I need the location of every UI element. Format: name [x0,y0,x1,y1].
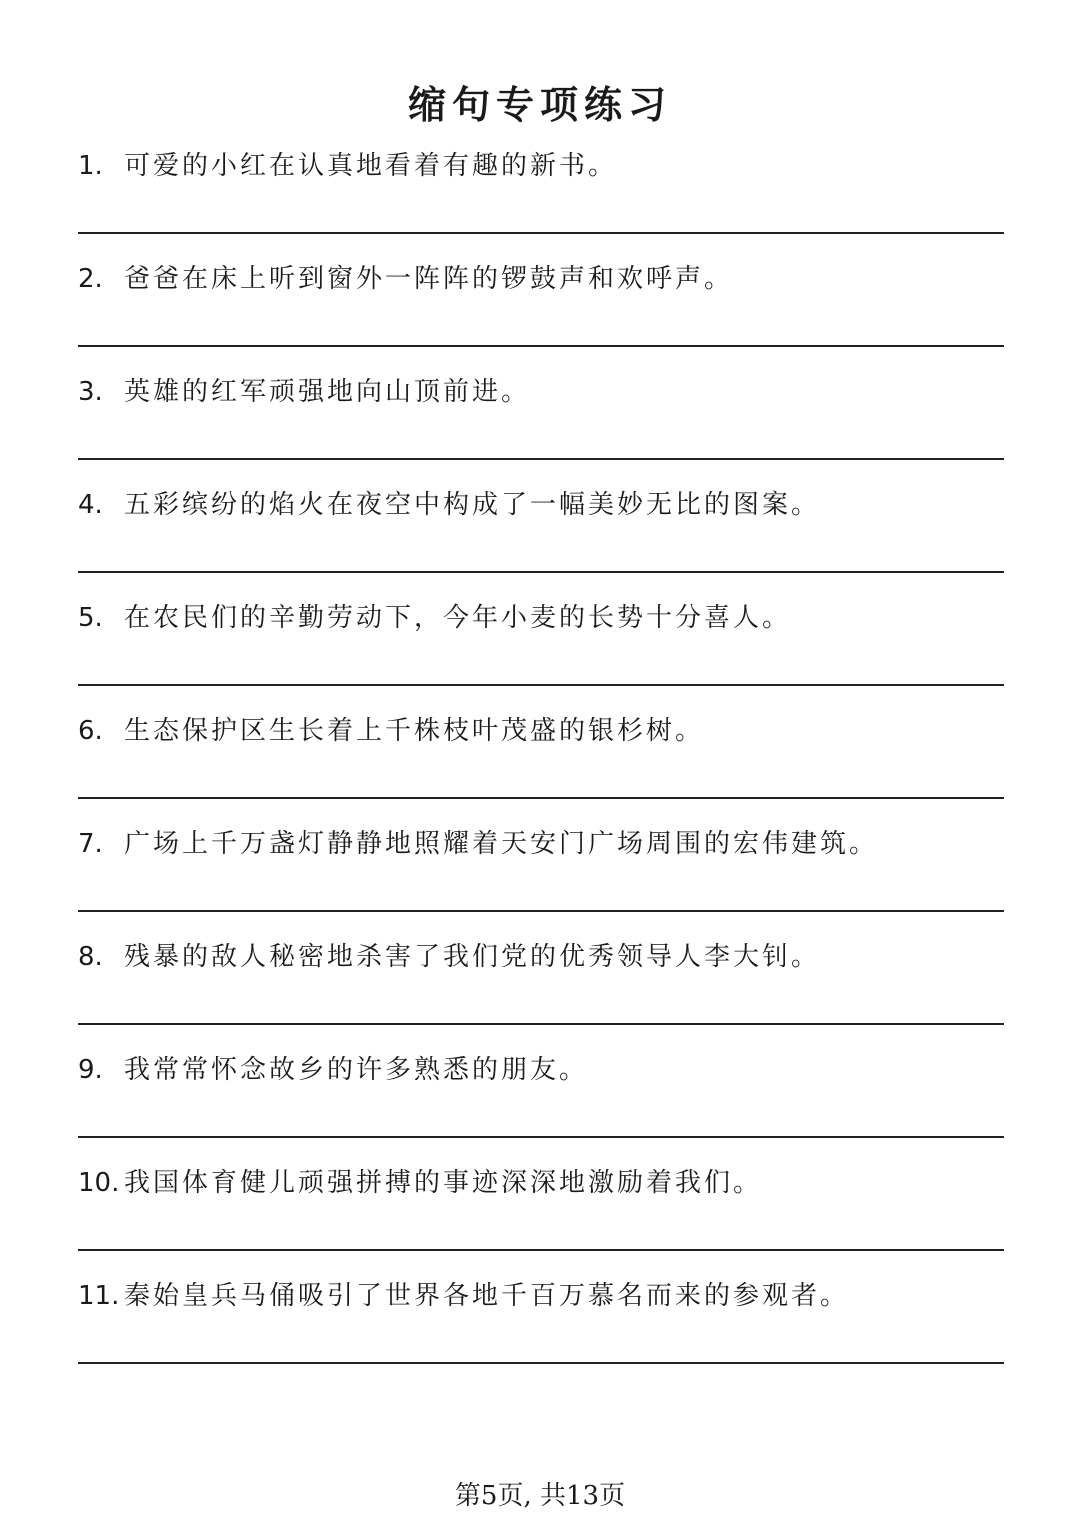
exercise-sentence [78,937,820,977]
exercise-item-11 [78,1276,1004,1389]
exercise-number: 2. [78,264,103,294]
exercise-number: 7. [78,829,103,859]
exercise-item-3 [78,372,1004,485]
exercise-text: 广场上千万盏灯静静地照耀着天安门广场周围的宏伟建筑。 [124,829,879,859]
exercise-text: 我国体育健儿顽强拼搏的事迹深深地激励着我们。 [124,1168,763,1198]
exercise-number: 5. [78,603,103,633]
exercise-text: 我常常怀念故乡的许多熟悉的朋友。 [124,1055,589,1085]
answer-line[interactable] [78,1136,1004,1138]
exercise-sentence [78,824,878,864]
page-number: 第5页, 共13页 [454,1481,626,1511]
exercise-sentence [78,711,704,751]
answer-line[interactable] [78,797,1004,799]
answer-line[interactable] [78,1362,1004,1364]
exercise-sentence [78,1276,849,1316]
exercise-text: 可爱的小红在认真地看着有趣的新书。 [124,151,618,181]
exercise-item-6 [78,711,1004,824]
exercise-item-9 [78,1050,1004,1163]
exercise-item-1 [78,146,1004,259]
exercise-text: 生态保护区生长着上千株枝叶茂盛的银杉树。 [124,716,705,746]
exercise-number: 11. [78,1281,120,1311]
exercise-sentence [78,372,530,412]
exercise-number: 3. [78,377,103,407]
exercise-number: 8. [78,942,103,972]
answer-line[interactable] [78,232,1004,234]
exercise-sentence [78,1163,762,1203]
exercise-item-10 [78,1163,1004,1276]
exercise-item-5 [78,598,1004,711]
exercise-item-8 [78,937,1004,1050]
exercise-sentence [78,146,617,186]
answer-line[interactable] [78,458,1004,460]
exercise-item-7 [78,824,1004,937]
exercise-sentence [78,598,791,638]
exercise-text: 爸爸在床上听到窗外一阵阵的锣鼓声和欢呼声。 [124,264,734,294]
exercise-sentence [78,485,820,525]
exercise-item-2 [78,259,1004,372]
exercise-number: 10. [78,1168,120,1198]
exercise-number: 6. [78,716,103,746]
exercise-item-4 [78,485,1004,598]
exercise-sentence [78,259,733,299]
answer-line[interactable] [78,684,1004,686]
exercise-sentence [78,1050,588,1090]
exercise-text: 残暴的敌人秘密地杀害了我们党的优秀领导人李大钊。 [124,942,821,972]
answer-line[interactable] [78,571,1004,573]
exercise-number: 1. [78,151,103,181]
answer-line[interactable] [78,1023,1004,1025]
exercise-text: 英雄的红军顽强地向山顶前进。 [124,377,531,407]
exercise-text: 秦始皇兵马俑吸引了世界各地千百万慕名而来的参观者。 [124,1281,850,1311]
exercise-number: 9. [78,1055,103,1085]
answer-line[interactable] [78,345,1004,347]
exercise-text: 五彩缤纷的焰火在夜空中构成了一幅美妙无比的图案。 [124,490,821,520]
answer-line[interactable] [78,910,1004,912]
exercise-number: 4. [78,490,103,520]
page-title: 缩句专项练习 [407,83,672,127]
answer-line[interactable] [78,1249,1004,1251]
exercise-text: 在农民们的辛勤劳动下，今年小麦的长势十分喜人。 [124,603,792,633]
